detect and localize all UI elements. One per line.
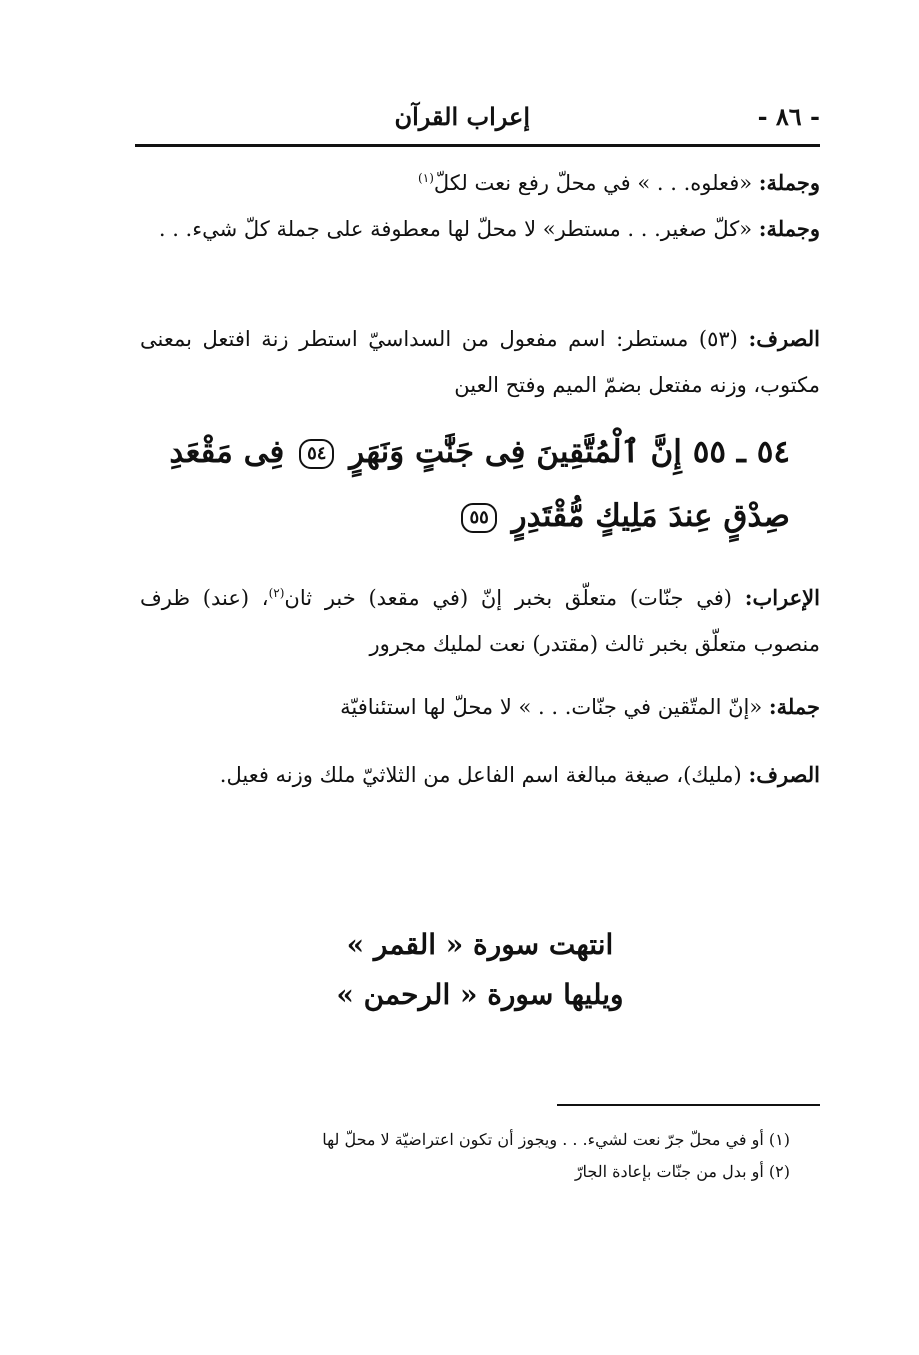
jumla-text-2: «كلّ صغير. . . مستطر» لا محلّ لها معطوفة على جملة كلّ شيء. . . <box>158 217 753 241</box>
page-header <box>135 96 820 144</box>
jumla-paragraph-1 <box>140 160 820 252</box>
sarf-label-2: الصرف: <box>748 762 820 787</box>
verse-end-marker-55: ٥٥ <box>461 503 496 533</box>
jumla-line-2 <box>140 206 820 252</box>
quran-verse <box>150 420 790 548</box>
sarf-text-1: (٥٣) مستطر: اسم مفعول من السداسيّ استطر زنة افتعل بمعنى مكتوب، وزنه مفتعل بضمّ الميم وفتح العين <box>140 327 820 397</box>
sarf-text-2: (مليك)، صيغة مبالغة اسم الفاعل من الثلاثيّ ملك وزنه فعيل. <box>219 763 742 787</box>
closing-line-1: انتهت سورة « القمر » <box>346 928 614 961</box>
irab-paragraph <box>140 575 820 667</box>
irab-text-1: (في جنّات) متعلّق بخبر إنّ (في مقعد) خبر ثان <box>284 586 732 610</box>
jumla-paragraph-2 <box>140 684 820 730</box>
book-title: إعراب القرآن <box>394 102 530 131</box>
jumla-label-1: وجملة: <box>758 170 820 195</box>
footnote-divider <box>557 1104 820 1106</box>
irab-label: الإعراب: <box>744 585 820 610</box>
footnote-ref-2: (٢) <box>268 586 285 600</box>
page-number: - ٨٦ - <box>757 102 820 131</box>
sarf-paragraph-2 <box>140 752 820 798</box>
sarf-label-1: الصرف: <box>748 326 820 351</box>
jumla-text-3: «إنّ المتّقين في جنّات. . . » لا محلّ لها استئنافيّة <box>340 695 763 719</box>
verse-text-1: ٥٤ ـ ٥٥ إِنَّ ٱلْمُتَّقِينَ فِى جَنَّٰتٍ وَنَهَرٍ <box>349 434 790 470</box>
closing-line-2: ويليها سورة « الرحمن » <box>336 978 624 1011</box>
jumla-label-3: جملة: <box>768 694 820 719</box>
jumla-label-2: وجملة: <box>758 216 820 241</box>
footnote-1: (١) أو في محلّ جرّ نعت لشيء. . . ويجوز أن تكون اعتراضيّة لا محلّ لها <box>322 1130 790 1149</box>
verse-text-2: فِى مَقْعَدِ صِدْقٍ عِندَ مَلِيكٍ مُّقْتَدِرٍ <box>169 434 790 534</box>
footnotes <box>290 1124 790 1188</box>
irab-text-2: ، (عند) ظرف منصوب متعلّق بخبر ثالث (مقتدر) نعت لمليك مجرور <box>140 586 820 656</box>
surah-closing <box>140 920 820 1020</box>
jumla-line-1 <box>140 160 820 206</box>
sarf-paragraph-1 <box>140 316 820 408</box>
verse-line-1 <box>150 420 790 548</box>
verse-end-marker-54: ٥٤ <box>299 439 334 469</box>
header-divider <box>135 144 820 147</box>
jumla-text-1: «فعلوه. . . » في محلّ رفع نعت لكلّ <box>433 171 753 195</box>
footnote-ref-1: (١) <box>418 171 434 185</box>
footnote-2: (٢) أو بدل من جنّات بإعادة الجارّ <box>574 1162 790 1181</box>
